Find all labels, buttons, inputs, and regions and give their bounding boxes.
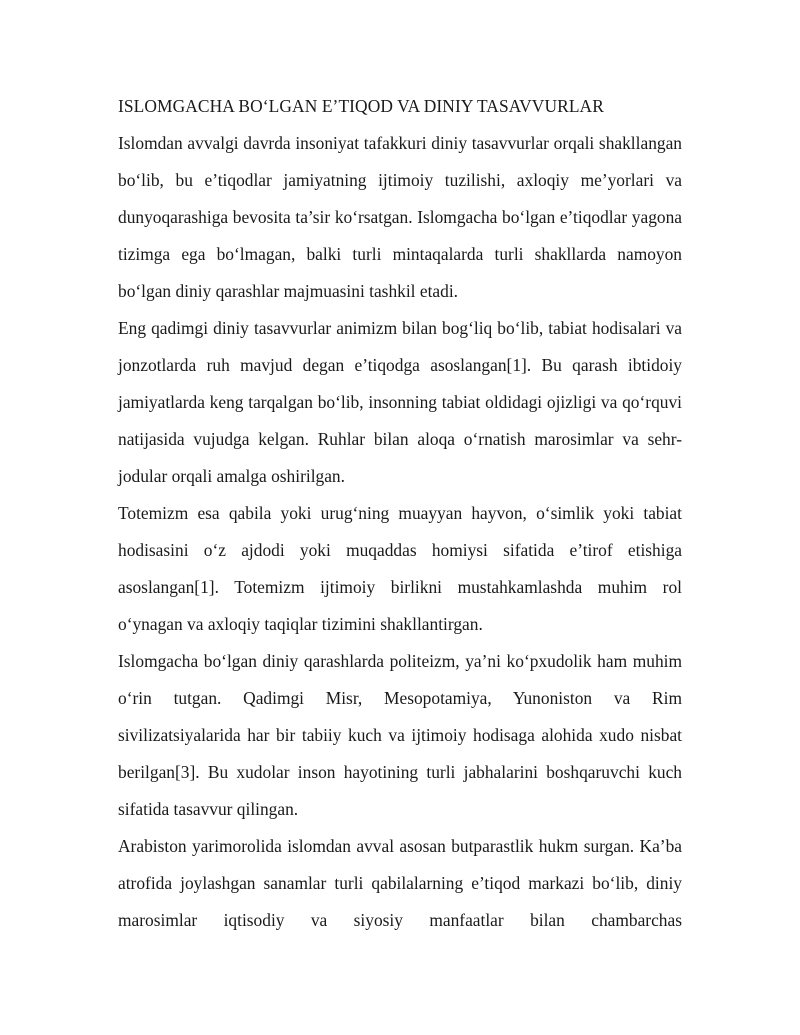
paragraph-arabia: Arabiston yarimorolida islomdan avval asosan butparastlik hukm surgan. Ka’ba atrofida joylashgan sanamlar turli qabilalarning e’tiqod markazi bo‘lib, diniy marosimlar iqtisodiy va siyosiy manfaatlar bilan chambarchas (118, 836, 682, 930)
document-title: ISLOMGACHA BO‘LGAN E’TIQOD VA DINIY TASAVVURLAR (118, 96, 604, 116)
paragraph-animism: Eng qadimgi diniy tasavvurlar animizm bilan bog‘liq bo‘lib, tabiat hodisalari va jonzotlarda ruh mavjud degan e’tiqodga asoslangan[1]. Bu qarash ibtidoiy jamiyatlarda keng tarqalgan bo‘lib, insonning tabiat oldidagi ojizligi va qo‘rquvi natijasida vujudga kelgan. Ruhlar bilan aloqa o‘rnatish marosimlar va sehr-jodular orqali amalga oshirilgan. (118, 318, 682, 486)
document-page (118, 88, 682, 939)
paragraph-intro: Islomdan avvalgi davrda insoniyat tafakkuri diniy tasavvurlar orqali shakllangan bo‘lib, bu e’tiqodlar jamiyatning ijtimoiy tuzilishi, axloqiy me’yorlari va dunyoqarashiga bevosita ta’sir ko‘rsatgan. Islomgacha bo‘lgan e’tiqodlar yagona tizimga ega bo‘lmagan, balki turli mintaqalarda turli shakllarda namoyon bo‘lgan diniy qarashlar majmuasini tashkil etadi. (118, 133, 682, 301)
paragraph-polytheism: Islomgacha bo‘lgan diniy qarashlarda politeizm, ya’ni ko‘pxudolik ham muhim o‘rin tutgan. Qadimgi Misr, Mesopotamiya, Yunoniston va Rim sivilizatsiyalarida har bir tabiiy kuch va ijtimoiy hodisaga alohida xudo nisbat berilgan[3]. Bu xudolar inson hayotining turli jabhalarini boshqaruvchi kuch sifatida tasavvur qilingan. (118, 651, 682, 819)
paragraph-totemism: Totemizm esa qabila yoki urug‘ning muayyan hayvon, o‘simlik yoki tabiat hodisasini o‘z ajdodi yoki muqaddas homiysi sifatida e’tirof etishiga asoslangan[1]. Totemizm ijtimoiy birlikni mustahkamlashda muhim rol o‘ynagan va axloqiy taqiqlar tizimini shakllantirgan. (118, 503, 682, 634)
